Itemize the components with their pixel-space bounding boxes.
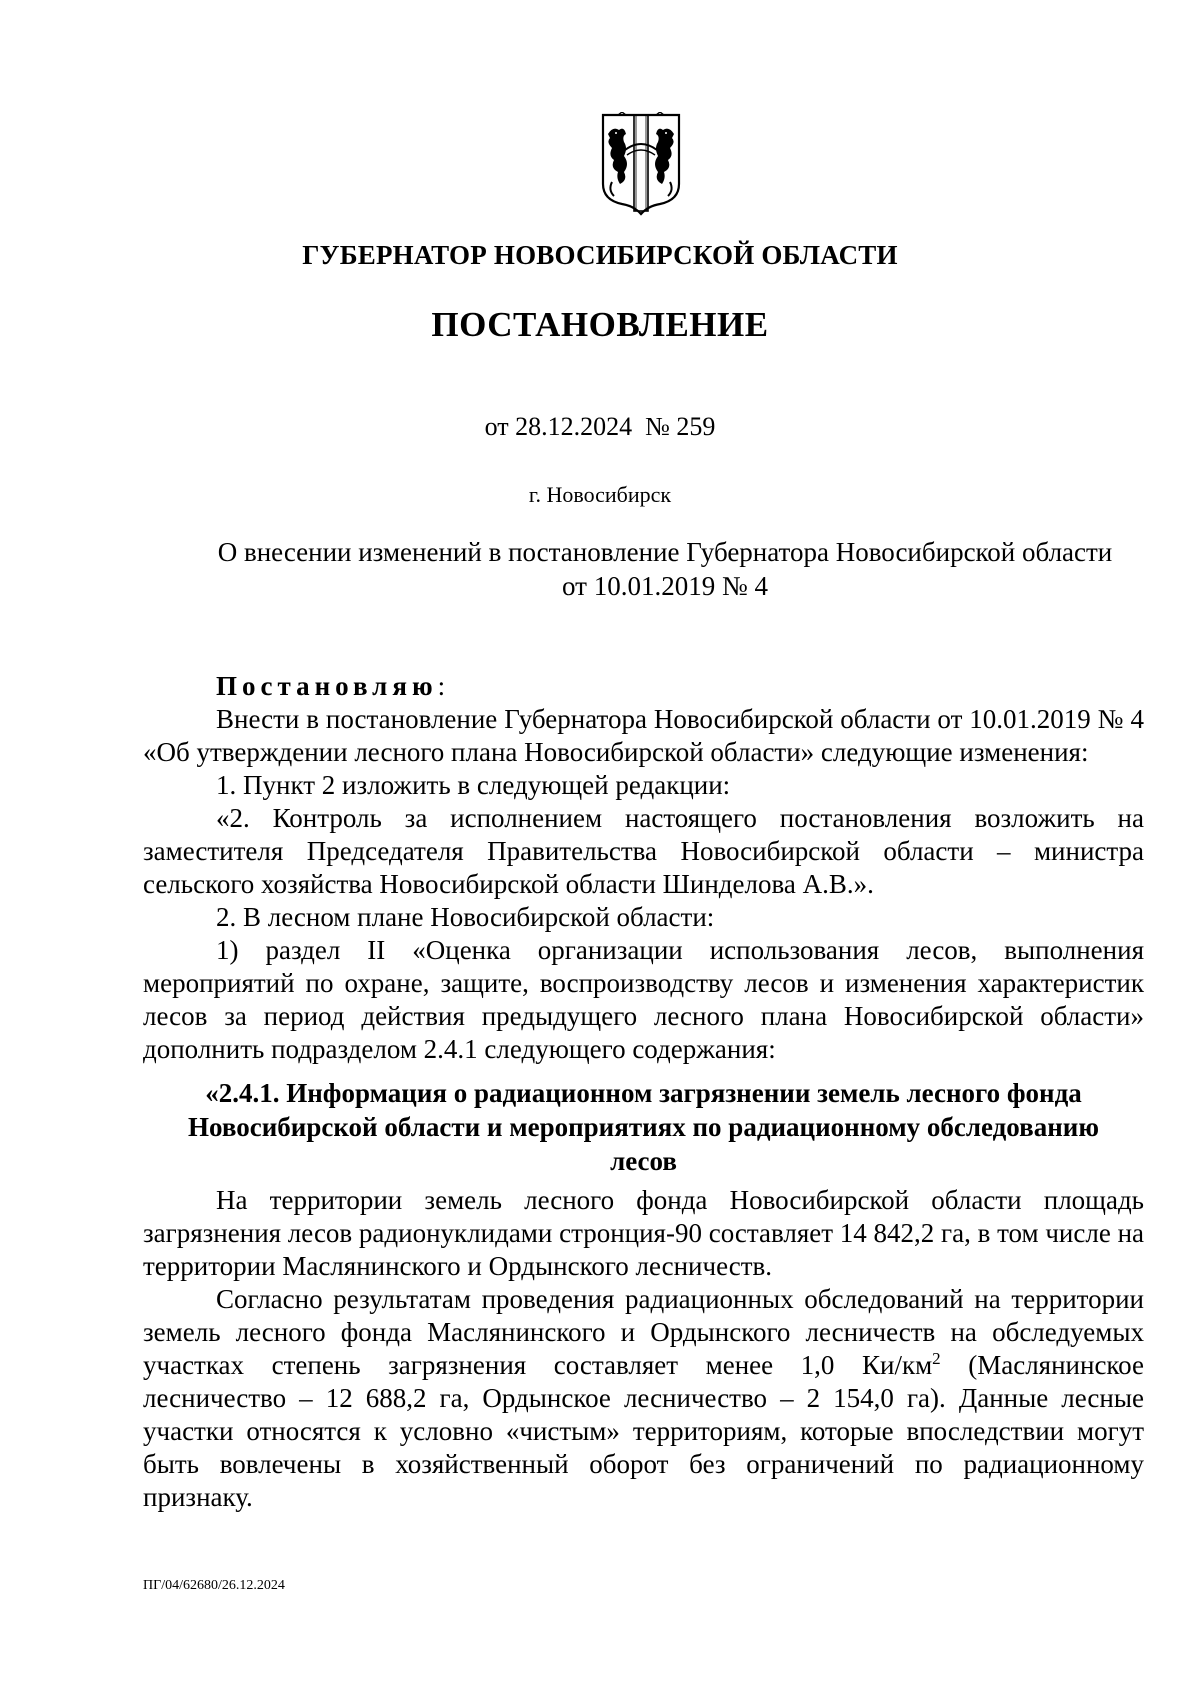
date-number-gap	[632, 412, 645, 441]
document-body	[143, 670, 1144, 1514]
document-subject	[140, 535, 1190, 603]
paragraph: 2. В лесном плане Новосибирской области:	[216, 902, 715, 932]
document-footer-code: ПГ/04/62680/26.12.2024	[143, 1578, 285, 1593]
paragraph: Внести в постановление Губернатора Новосибирской области от 10.01.2019 № 4 «Об утверждении лесного плана Новосибирской области» следующие изменения:	[143, 704, 1144, 767]
resolve-paragraph	[143, 670, 1144, 703]
document-type-title: ПОСТАНОВЛЕНИЕ	[431, 305, 769, 344]
issuing-authority: ГУБЕРНАТОР НОВОСИБИРСКОЙ ОБЛАСТИ	[302, 240, 898, 270]
paragraph: «2. Контроль за исполнением настоящего постановления возложить на заместителя Председателя Правительства Новосибирской области – министра сельского хозяйства Новосибирской области Шинделова А.В.».	[143, 803, 1144, 899]
paragraph: 1) раздел II «Оценка организации использования лесов, выполнения мероприятий по охране, защите, воспроизводству лесов и изменения характеристик лесов за период действия предыдущего лесного плана Новосибирской области» дополнить подразделом 2.4.1 следующего содержания:	[143, 935, 1144, 1064]
superscript: 2	[932, 1349, 941, 1368]
resolve-colon: :	[437, 671, 446, 701]
subject-line-1: О внесении изменений в постановление Губернатора Новосибирской области	[217, 537, 1113, 567]
document-number: № 259	[645, 412, 716, 441]
paragraph: 1. Пункт 2 изложить в следующей редакции:	[216, 770, 731, 800]
subject-line-2: от 10.01.2019 № 4	[562, 571, 768, 601]
coat-of-arms-icon	[600, 112, 682, 216]
date-and-number	[0, 412, 1200, 442]
paragraph-text-cont: (Маслянинское лесничество – 12 688,2 га, Ордынское лесничество – 2 154,0 га). Данные лесные участки относятся к условно «чистым» территориям, которые впоследствии могут быть вовлечены в хозяйственный оборот без ограничений по радиационному признаку.	[143, 1350, 1144, 1512]
section-heading: «2.4.1. Информация о радиационном загрязнении земель лесного фонда Новосибирской области и мероприятиях по радиационному обследованию лесов	[188, 1078, 1099, 1176]
paragraph: На территории земель лесного фонда Новосибирской области площадь загрязнения лесов радионуклидами стронция-90 составляет 14 842,2 га, в том числе на территории Маслянинского и Ордынского лесничеств.	[143, 1185, 1145, 1281]
city: г. Новосибирск	[528, 482, 672, 507]
document-date: от 28.12.2024	[484, 412, 633, 441]
resolve-word: Постановляю	[216, 671, 438, 701]
paragraph	[143, 1283, 1144, 1514]
paragraph-text: Согласно результатам проведения радиационных обследований на территории земель лесного фонда Маслянинского и Ордынского лесничеств на обследуемых участках степень загрязнения составляет менее 1,0 Ки/км	[143, 1284, 1144, 1380]
